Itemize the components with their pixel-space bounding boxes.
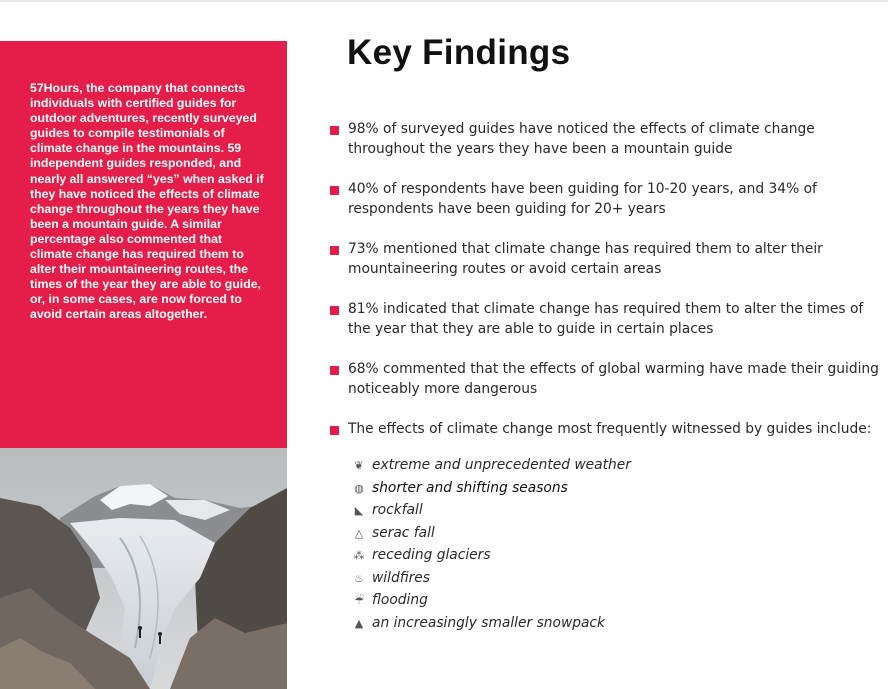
finding-item — [330, 360, 880, 420]
bullet-square-icon — [330, 426, 339, 435]
effect-label: extreme and unprecedented weather — [372, 457, 631, 473]
finding-text: 73% mentioned that climate change has required them to alter their mountaineering routes or avoid certain areas — [348, 241, 823, 277]
finding-text: 98% of surveyed guides have noticed the effects of climate change throughout the years they have been a mountain guide — [348, 121, 815, 157]
flood-icon: ☔ — [354, 594, 364, 607]
glacier-photo — [0, 448, 287, 689]
effect-item — [352, 545, 631, 568]
effect-label: wildfires — [372, 569, 430, 586]
top-border — [0, 0, 888, 2]
effect-label: receding glaciers — [372, 547, 491, 563]
effect-label: an increasingly smaller snowpack — [372, 614, 606, 631]
effect-item — [352, 568, 631, 591]
bullet-square-icon — [330, 306, 339, 315]
finding-item — [330, 120, 880, 180]
rockfall-icon: ◣ — [354, 504, 364, 517]
effect-item — [352, 455, 631, 478]
effect-item — [352, 523, 631, 546]
bullet-square-icon — [330, 186, 339, 195]
page-title: Key Findings — [347, 33, 571, 72]
intro-text: 57Hours, the company that connects individuals with certified guides for outdoor adventures, recently surveyed guides to compile testimonials of climate change in the mountains. 59 independent guides responded, and nearly all answered “yes” when asked if they have noticed the effects of climate change throughout the years they have been a mountain guide. A similar percentage also commented that climate change has required them to alter their mountaineering routes, the times of the year they are able to guide, or, in some cases, are now forced to avoid certain areas altogether. — [30, 81, 264, 322]
effect-label: flooding — [372, 592, 428, 608]
globe-icon: ◍ — [354, 481, 364, 495]
serac-icon: △ — [354, 526, 364, 540]
effect-label: shorter and shifting seasons — [372, 479, 568, 496]
snowpack-icon: ▲ — [354, 616, 364, 630]
tornado-icon: ❦ — [354, 459, 364, 472]
finding-text: 81% indicated that climate change has required them to alter the times of the year that they are able to guide in certain places — [348, 301, 864, 337]
intro-panel — [0, 41, 287, 448]
wildfire-icon: ♨ — [354, 571, 364, 585]
finding-text: 40% of respondents have been guiding for 10-20 years, and 34% of respondents have been guiding for 20+ years — [348, 181, 817, 217]
finding-item — [330, 180, 880, 240]
bullet-square-icon — [330, 246, 339, 255]
effect-item — [352, 613, 631, 636]
effects-list — [352, 455, 631, 635]
finding-item — [330, 240, 880, 300]
effect-item — [352, 500, 631, 523]
effect-label: serac fall — [372, 524, 435, 541]
effect-label: rockfall — [372, 502, 423, 518]
effect-item — [352, 478, 631, 501]
bullet-square-icon — [330, 366, 339, 375]
findings-list — [330, 120, 880, 480]
bullet-square-icon — [330, 126, 339, 135]
finding-item — [330, 300, 880, 360]
finding-text: The effects of climate change most frequently witnessed by guides include: — [348, 421, 872, 437]
finding-text: 68% commented that the effects of global warming have made their guiding noticeably more dangerous — [348, 361, 879, 397]
effect-item — [352, 590, 631, 613]
glacier-icon: ⁂ — [353, 549, 365, 562]
